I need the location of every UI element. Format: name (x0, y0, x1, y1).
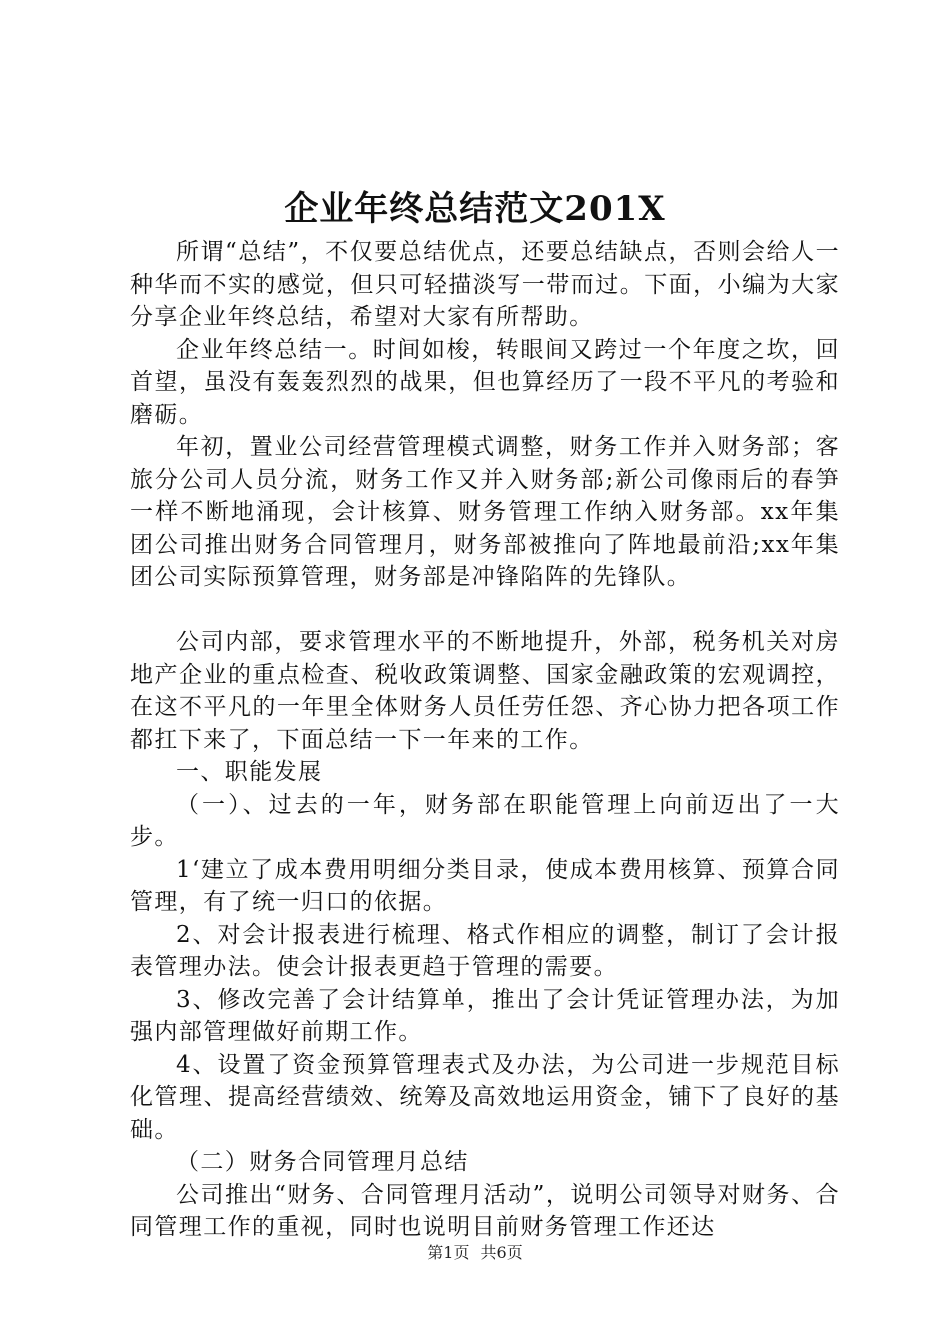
paragraph-intro: 所谓“总结”，不仅要总结优点，还要总结缺点，否则会给人一种华而不实的感觉，但只可轻描淡写一带而过。下面，小编为大家分享企业年终总结，希望对大家有所帮助。 (130, 239, 840, 330)
paragraph-spacer (130, 594, 840, 627)
page-total: 共6页 (480, 1243, 523, 1262)
list-item-3: 3、修改完善了会计结算单，推出了会计凭证管理办法，为加强内部管理做好前期工作。 (130, 986, 840, 1045)
subsection-heading-one: （一）、过去的一年，财务部在职能管理上向前迈出了一大步。 (130, 791, 840, 850)
paragraph-contract-month: 公司推出“财务、合同管理月活动”，说明公司领导对财务、合同管理工作的重视，同时也说明目前财务管理工作还达 (130, 1181, 840, 1240)
document-body (130, 236, 840, 1244)
page-number: 第1页 (427, 1243, 470, 1262)
list-item-4: 4、设置了资金预算管理表式及办法，为公司进一步规范目标化管理、提高经营绩效、统筹及高效地运用资金，铺下了良好的基础。 (130, 1051, 840, 1143)
subsection-heading-two: （二）财务合同管理月总结 (176, 1149, 469, 1175)
paragraph-year-start: 年初，置业公司经营管理模式调整，财务工作并入财务部；客旅分公司人员分流，财务工作又并入财务部;新公司像雨后的春笋一样不断地涌现，会计核算、财务管理工作纳入财务部。xx年集团公司推出财务合同管理月，财务部被推向了阵地最前沿;xx年集团公司实际预算管理，财务部是冲锋陷阵的先锋队。 (130, 434, 840, 590)
list-item-2: 2、对会计报表进行梳理、格式作相应的调整，制订了会计报表管理办法。使会计报表更趋于管理的需要。 (130, 921, 840, 980)
page-footer (0, 1243, 950, 1263)
list-item-1: 1‘建立了成本费用明细分类目录，使成本费用核算、预算合同管理，有了统一归口的依据。 (130, 856, 840, 915)
paragraph-summary-one: 企业年终总结一。时间如梭，转眼间又跨过一个年度之坎，回首望，虽没有轰轰烈烈的战果，但也算经历了一段不平凡的考验和磨砺。 (130, 336, 840, 428)
section-heading-function: 一、职能发展 (176, 759, 323, 785)
paragraph-internal: 公司内部，要求管理水平的不断地提升，外部，税务机关对房地产企业的重点检查、税收政策调整、国家金融政策的宏观调控，在这不平凡的一年里全体财务人员任劳任怨、齐心协力把各项工作都扛下来了，下面总结一下一年来的工作。 (130, 629, 840, 753)
document-title: 企业年终总结范文201X (284, 189, 666, 229)
